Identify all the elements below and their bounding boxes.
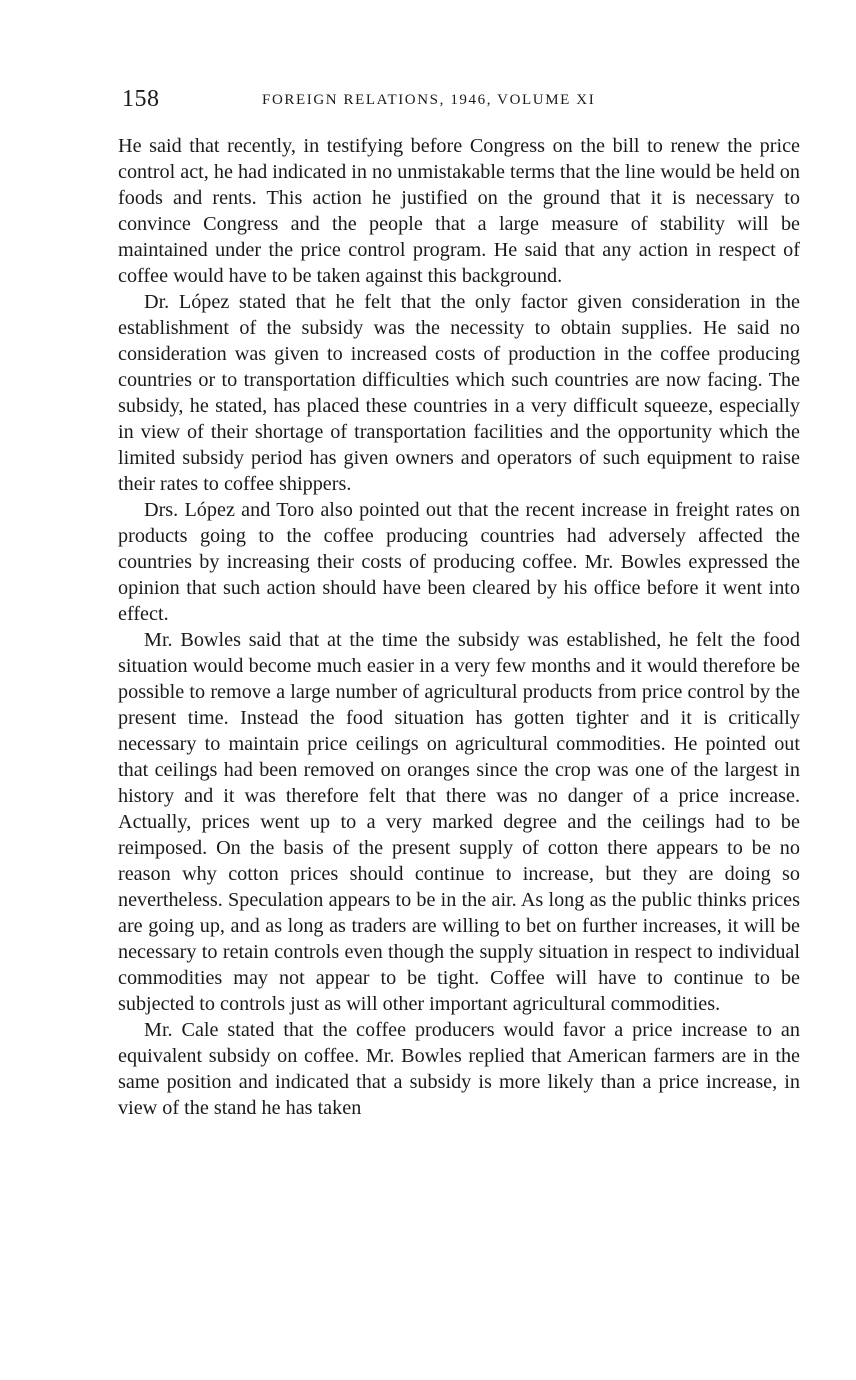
paragraph: He said that recently, in testifying before Congress on the bill to renew the price control act, he had indicated in no unmistakable terms that the line would be held on foods and rents. This action he justified on the ground that it is necessary to convince Congress and the people that a large measure of stability will be maintained under the price control program. He said that any action in respect of coffee would have to be taken against this background. [118,135,800,287]
page-number: 158 [122,86,160,112]
paragraph: Mr. Bowles said that at the time the subsidy was established, he felt the food situation would become much easier in a very few months and it would therefore be possible to remove a large number of agricultural products from price control by the present time. Instead the food situation has gotten tighter and it is critically necessary to maintain price ceilings on agricultural commodities. He pointed out that ceilings had been removed on oranges since the crop was one of the largest in history and it was therefore felt that there was no danger of a price increase. Actually, prices went up to a very marked degree and the ceilings had to be reimposed. On the basis of the present supply of cotton there appears to be no reason why cotton prices should continue to increase, but they are doing so nevertheless. Speculation appears to be in the air. As long as the public thinks prices are going up, and as long as traders are willing to bet on further increases, it will be necessary to retain controls even though the supply situation in respect to individual commodities may not appear to be tight. Coffee will have to continue to be subjected to controls just as will other important agricultural commodities. [118,629,800,1015]
body-text [118,133,800,1121]
paragraph: Dr. López stated that he felt that the only factor given consideration in the establishment of the subsidy was the necessity to obtain supplies. He said no consideration was given to increased costs of production in the coffee producing countries or to transportation difficulties which such countries are now facing. The subsidy, he stated, has placed these countries in a very difficult squeeze, especially in view of their shortage of transportation facilities and the opportunity which the limited subsidy period has given owners and operators of such equipment to raise their rates to coffee shippers. [118,291,800,495]
running-head: FOREIGN RELATIONS, 1946, VOLUME XI [262,92,596,108]
paragraph: Mr. Cale stated that the coffee producers would favor a price increase to an equivalent subsidy on coffee. Mr. Bowles replied that American farmers are in the same position and indicated that a subsidy is more likely than a price increase, in view of the stand he has taken [118,1019,800,1119]
paragraph: Drs. López and Toro also pointed out that the recent increase in freight rates on products going to the coffee producing countries had adversely affected the countries by increasing their costs of producing coffee. Mr. Bowles expressed the opinion that such action should have been cleared by his office before it went into effect. [118,499,800,625]
